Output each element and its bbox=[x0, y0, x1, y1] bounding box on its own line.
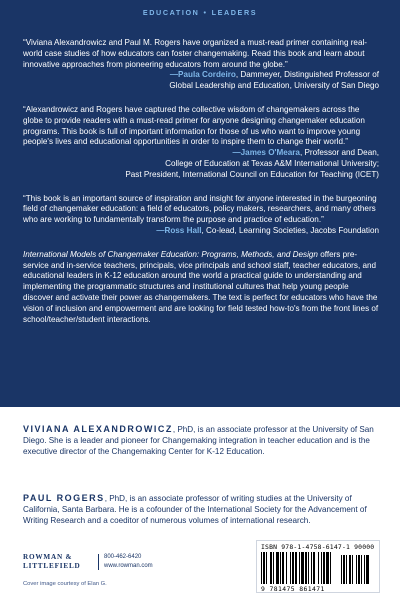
barcode-bar bbox=[263, 552, 265, 584]
isbn-number: ISBN 978-1-4758-6147-1 bbox=[261, 543, 351, 551]
quote-text: “Alexandrowicz and Rogers have captured the collective wisdom of changemakers across the globe to provide readers with a must-read primer for anyone designing changemaker education programs. This book is full of important information for those of us who want to improve young people's lives and educational opportunities in order to inspire them to change their world.” bbox=[23, 104, 365, 147]
barcode-addon-bar bbox=[343, 555, 345, 584]
logo-line: ROWMAN & bbox=[23, 553, 73, 561]
barcode-bar bbox=[270, 552, 272, 584]
book-title: International Models of Changemaker Education: Programs, Methods, and Design bbox=[23, 249, 318, 259]
author-bio bbox=[23, 493, 379, 526]
book-description bbox=[23, 250, 379, 326]
barcode-bar bbox=[330, 552, 331, 584]
category-separator: • bbox=[203, 8, 208, 17]
barcode-bar bbox=[311, 552, 312, 584]
quote-text: “This book is an important source of inspiration and insight for anyone interested in the burgeoning field of changemaker education: a field of educators, policy makers, researchers, and many others who are working to fundamentally transform the purpose and practice of education.” bbox=[23, 193, 377, 225]
quote-text: “Viviana Alexandrowicz and Paul M. Rogers have organized a must-read primer containing real-world case studies of how educators can foster changemaking. Read this book and learn about innovative approaches from pioneering educators from around the globe.” bbox=[23, 38, 367, 69]
endorsement-quote bbox=[23, 38, 379, 92]
ean-number: 9 781475 861471 bbox=[261, 585, 325, 593]
barcode-addon-bar bbox=[349, 555, 351, 584]
barcode-bar bbox=[308, 552, 309, 584]
quote-author: —Paula Cordeiro bbox=[169, 70, 236, 80]
publisher-contact bbox=[104, 553, 153, 570]
barcode-addon-bar bbox=[366, 555, 369, 584]
barcode-bar bbox=[301, 552, 304, 584]
publisher-phone: 800-462-6420 bbox=[104, 554, 142, 560]
price-code: 90000 bbox=[354, 543, 375, 551]
book-description-text: offers pre-service and in-service teachers, principals, vice principals and school staff, teacher educators, and educational leaders in K-12 education around the world a practical guide to understanding and implementing the programmatic structures and institutional cultures that help young people discover and activate their power as changemakers. The text is perfect for educators who have the vision of inclusion and empowerment and are looking for field tested how-to's from the front lines of school/teacher/student interactions. bbox=[23, 249, 379, 324]
barcode-addon-bar bbox=[361, 555, 362, 584]
cover-credit: Cover image courtesy of Elan G. bbox=[23, 581, 107, 587]
isbn-barcode bbox=[256, 540, 380, 593]
quote-role-line: Co-lead, Learning Societies, Jacobs Foundation bbox=[206, 225, 379, 235]
quote-attribution: —James O'Meara, Professor and Dean, College of Education at Texas A&M International University; Past President, International Council on Education for Teaching (ICET) bbox=[23, 148, 379, 180]
quote-author: —James O'Meara bbox=[232, 148, 300, 158]
publisher-website: www.rowman.com bbox=[104, 562, 153, 569]
author-bio bbox=[23, 424, 379, 457]
barcode-bar bbox=[266, 552, 267, 584]
publisher-block bbox=[23, 553, 173, 593]
category-left: EDUCATION bbox=[142, 8, 200, 17]
barcode-addon-bar bbox=[364, 555, 365, 584]
isbn-label bbox=[261, 543, 374, 551]
barcode-addon-bar bbox=[352, 555, 353, 584]
quote-role-line: Dammeyer, Distinguished Professor of bbox=[240, 70, 379, 80]
barcode-bar bbox=[280, 552, 281, 584]
barcode-addon-bar bbox=[341, 555, 342, 584]
barcode-bar bbox=[276, 552, 279, 584]
author-name: VIVIANA ALEXANDROWICZ bbox=[23, 424, 173, 434]
barcode-bar bbox=[321, 552, 322, 584]
category-header bbox=[0, 0, 400, 26]
barcode-bar bbox=[305, 552, 307, 584]
quote-author: —Ross Hall bbox=[156, 225, 202, 235]
quote-attribution: —Ross Hall, Co-lead, Learning Societies, Jacobs Foundation bbox=[156, 225, 379, 235]
logo-divider bbox=[98, 554, 99, 570]
barcode-addon-bar bbox=[358, 555, 360, 584]
logo-line: LITTLEFIELD bbox=[23, 562, 81, 570]
barcode-bar bbox=[318, 552, 319, 584]
barcode-bars bbox=[261, 552, 377, 584]
barcode-addon-bar bbox=[356, 555, 357, 584]
quote-role-line: Past President, International Council on Education for Teaching (ICET) bbox=[125, 169, 379, 179]
endorsement-quote bbox=[23, 105, 379, 181]
quote-role-line: College of Education at Texas A&M International University; bbox=[165, 158, 379, 168]
quote-role-line: Global Leadership and Education, University of San Diego bbox=[169, 81, 379, 91]
barcode-bar bbox=[323, 552, 325, 584]
barcode-bar bbox=[273, 552, 274, 584]
endorsement-quote bbox=[23, 194, 379, 237]
category-right: LEADERS bbox=[211, 8, 258, 17]
quote-attribution: —Paula Cordeiro, Dammeyer, Distinguished Professor of Global Leadership and Education, University of San Diego bbox=[23, 70, 379, 92]
barcode-bar bbox=[261, 552, 262, 584]
author-bio-text: , PhD, is an associate professor of writing studies at the University of California, Santa Barbara. He is a cofounder of the International Society for the Advancement of Writing Research and a coeditor of numerous volumes of international research. bbox=[23, 494, 367, 525]
quote-role-line: Professor and Dean, bbox=[304, 148, 379, 158]
barcode-bar bbox=[292, 552, 294, 584]
barcode-bar bbox=[290, 552, 291, 584]
barcode-bar bbox=[295, 552, 297, 584]
endorsements bbox=[23, 38, 379, 325]
barcode-bar bbox=[313, 552, 315, 584]
barcode-addon-bar bbox=[346, 555, 347, 584]
barcode-bar bbox=[282, 552, 284, 584]
author-bio-text: , PhD, is an associate professor at the University of San Diego. She is a leader and pioneer for Changemaking integration in teacher education and is the executive director of the Changemaking Center for K-12 Education. bbox=[23, 425, 374, 456]
barcode-bar bbox=[286, 552, 287, 584]
publisher-logo bbox=[23, 553, 93, 571]
author-name: PAUL ROGERS bbox=[23, 493, 105, 503]
barcode-bar bbox=[299, 552, 300, 584]
barcode-bar bbox=[326, 552, 329, 584]
